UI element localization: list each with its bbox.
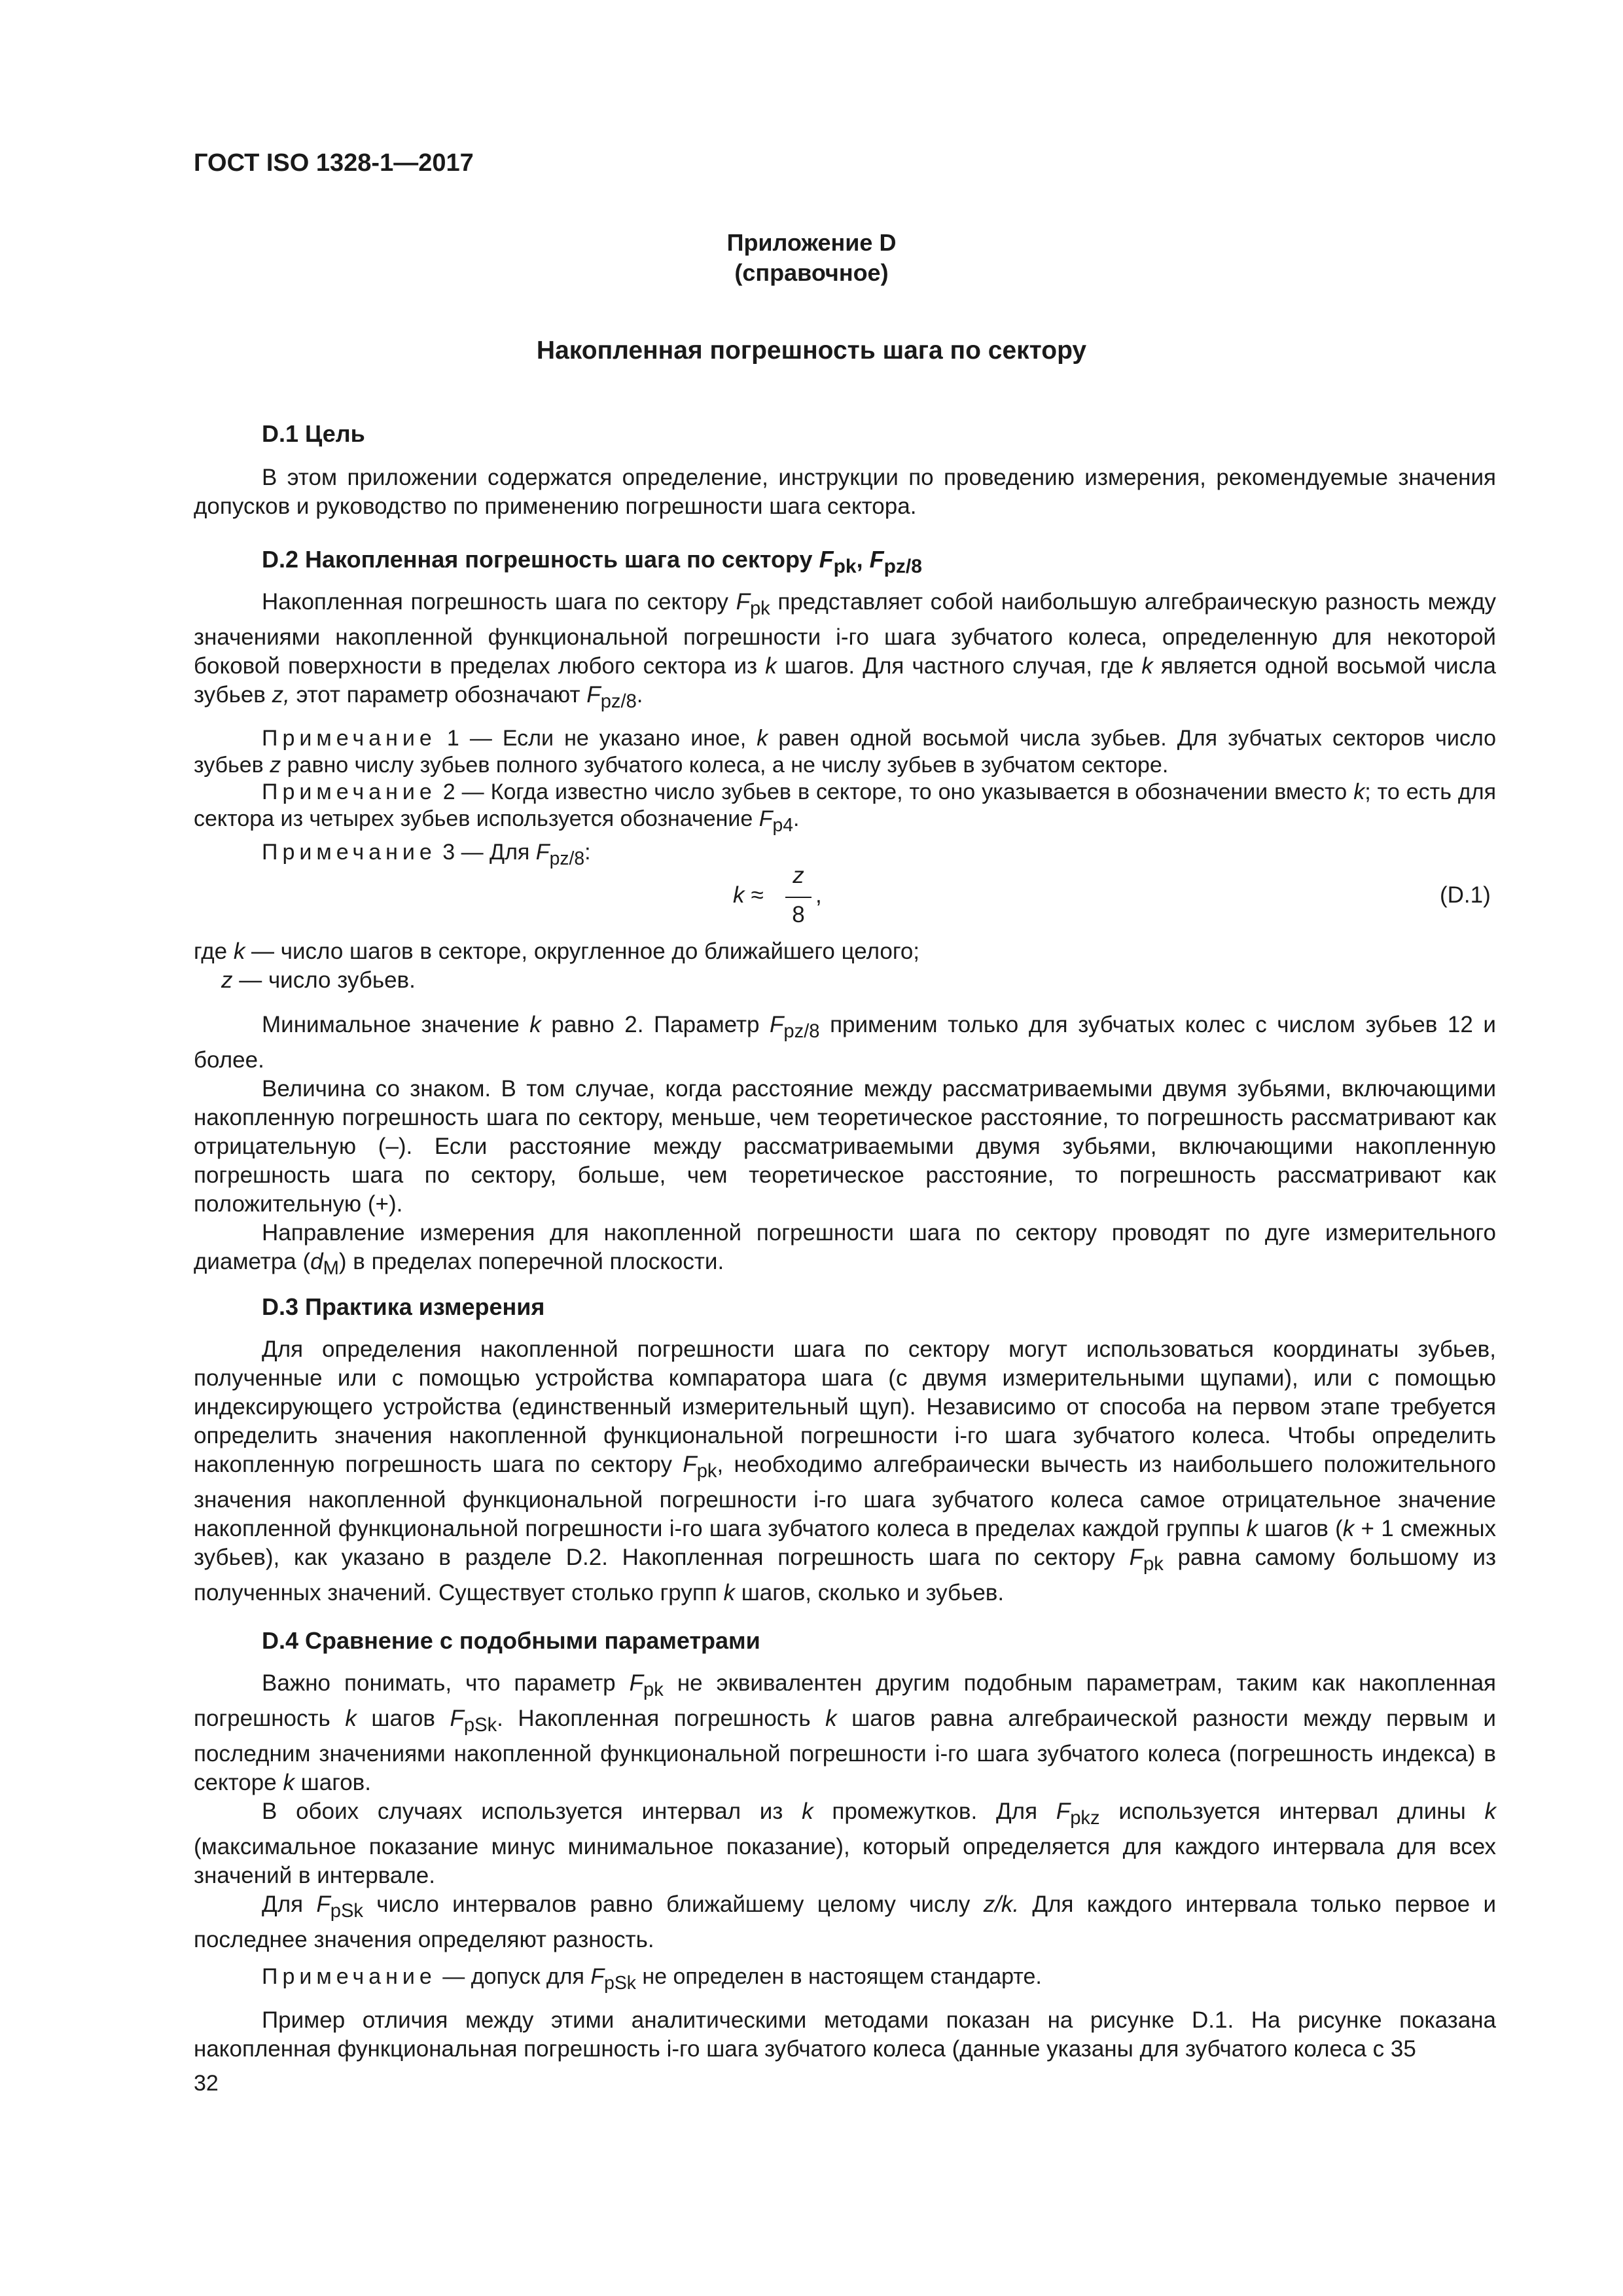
- section-d3-body: [194, 1335, 1496, 1607]
- appendix-label: Приложение D: [726, 229, 897, 256]
- fraction-denominator: 8: [792, 902, 805, 927]
- paragraph: Пример отличия между этими аналитическими методами показан на рисунке D.1. На рисунке показана накопленная функциональная погрешность i-го шага зубчатого колеса (данные указаны для зубчатого колеса с 35: [194, 2007, 1496, 2062]
- paragraph: Величина со знаком. В том случае, когда расстояние между рассматриваемыми двумя зубьями, включающими накопленную погрешность шага по сектору, меньше, чем теоретическое расстояние, то погрешность рассматривают как отрицательную (–). Если расстояние между рассматриваемыми двумя зубьями, включающими накопленную погрешность шага по сектору, больше, чем теоретическое расстояние, то погрешность рассматривают как положительную (+).: [194, 1076, 1496, 1217]
- paragraph: В обоих случаях используется интервал из k промежутков. Для $F_{pkz}$ используется интервал длины k (максимальное показание минус минимальное показание), который определяется для каждого интервала для всех значений в интервале.: [194, 1799, 1496, 1888]
- paragraph: Накопленная погрешность шага по сектору $F_{pk}$ представляет собой наибольшую алгебраическую разность между значениями накопленной функциональной погрешности i-го шага зубчатого колеса, определенную для некоторой боковой поверхности в пределах любого сектора из k шагов. Для частного случая, где k является одной восьмой числа зубьев z, этот параметр обозначают $F_{pz/8}$.: [194, 589, 1496, 712]
- equation-comma: ,: [815, 882, 822, 908]
- section-d2-body: [194, 588, 1496, 872]
- appendix-kind: (справочное): [734, 259, 889, 286]
- equation-legend: [194, 937, 1496, 995]
- section-d1-body: [194, 463, 1496, 521]
- section-d2-heading: D.2 Накопленная погрешность шага по сектору $F_{pk}$, $F_{pz/8}$: [262, 546, 922, 578]
- paragraph: Для определения накопленной погрешности шага по сектору могут использоваться координаты зубьев, полученные или с помощью устройства компаратора шага (с двумя измерительными щупами), или с помощью индексирующего устройства (единственный измерительный щуп). Независимо от способа на первом этапе требуется определить значения накопленной функциональной погрешности i-го шага зубчатого колеса. Чтобы определить накопленную погрешность шага по сектору $F_{pk}$, необходимо алгебраически вычесть из наибольшего положительного значения накопленной функциональной погрешности i-го шага зубчатого колеса самое отрицательное значение накопленной функциональной погрешности i-го шага зубчатого колеса в пределах каждой группы k шагов (k + 1 смежных зубьев), как указано в разделе D.2. Накопленная погрешность шага по сектору $F_{pk}$ равна самому большому из полученных значений. Существует столько групп k шагов, сколько и зубьев.: [194, 1336, 1496, 1605]
- section-d1-heading: D.1 Цель: [262, 420, 365, 447]
- section-d2-body-2: [194, 1011, 1496, 1283]
- paragraph: Для $F_{pSk}$ число интервалов равно ближайшему целому числу z/k. Для каждого интервала только первое и последнее значения определяют разность.: [194, 1892, 1496, 1952]
- section-d4-body: [194, 1669, 1496, 2064]
- equation-d1: [733, 863, 929, 933]
- note-1: Примечание 1 — Если не указано иное, k равен одной восьмой числа зубьев. Для зубчатых секторов число зубьев z равно числу зубьев полного зубчатого колеса, а не числу зубьев в зубчатом секторе.: [194, 726, 1496, 778]
- legend-z: z — число зубьев.: [221, 967, 416, 993]
- section-d4-heading: D.4 Сравнение с подобными параметрами: [262, 1627, 760, 1654]
- paragraph: В этом приложении содержатся определение, инструкции по проведению измерения, рекомендуемые значения допусков и руководство по применению погрешности шага сектора.: [194, 465, 1496, 519]
- legend-k: где k — число шагов в секторе, округленное до ближайшего целого;: [194, 939, 920, 964]
- fraction-bar: [785, 897, 812, 898]
- note-2: Примечание 2 — Когда известно число зубьев в секторе, то оно указывается в обозначении вместо k; то есть для сектора из четырех зубьев используется обозначение $F_{p4}$.: [194, 780, 1497, 836]
- section-d3-heading: D.3 Практика измерения: [262, 1293, 545, 1320]
- page-number: 32: [194, 2071, 219, 2096]
- equation-lhs: k ≈: [733, 882, 764, 908]
- paragraph: Минимальное значение k равно 2. Параметр $F_{pz/8}$ применим только для зубчатых колес с числом зубьев 12 и более.: [194, 1012, 1496, 1073]
- note: Примечание — допуск для $F_{pSk}$ не определен в настоящем стандарте.: [262, 1964, 1042, 1994]
- paragraph: Важно понимать, что параметр $F_{pk}$ не эквивалентен другим подобным параметрам, таким как накопленная погрешность k шагов $F_{pSk}$. Накопленная погрешность k шагов равна алгебраической разности между первым и последним значениями накопленной функциональной погрешности i-го шага зубчатого колеса (погрешность индекса) в секторе k шагов.: [194, 1670, 1496, 1795]
- standard-header: ГОСТ ISO 1328-1—2017: [194, 149, 474, 177]
- fraction-numerator: z: [793, 863, 804, 888]
- paragraph: Направление измерения для накопленной погрешности шага по сектору проводят по дуге измерительного диаметра $(d_M)$ в пределах поперечной плоскости.: [194, 1220, 1496, 1279]
- note-3: Примечание 3 — Для $F_{pz/8}$:: [262, 839, 591, 869]
- equation-number: (D.1): [1440, 882, 1491, 908]
- appendix-title: Накопленная погрешность шага по сектору: [536, 336, 1087, 365]
